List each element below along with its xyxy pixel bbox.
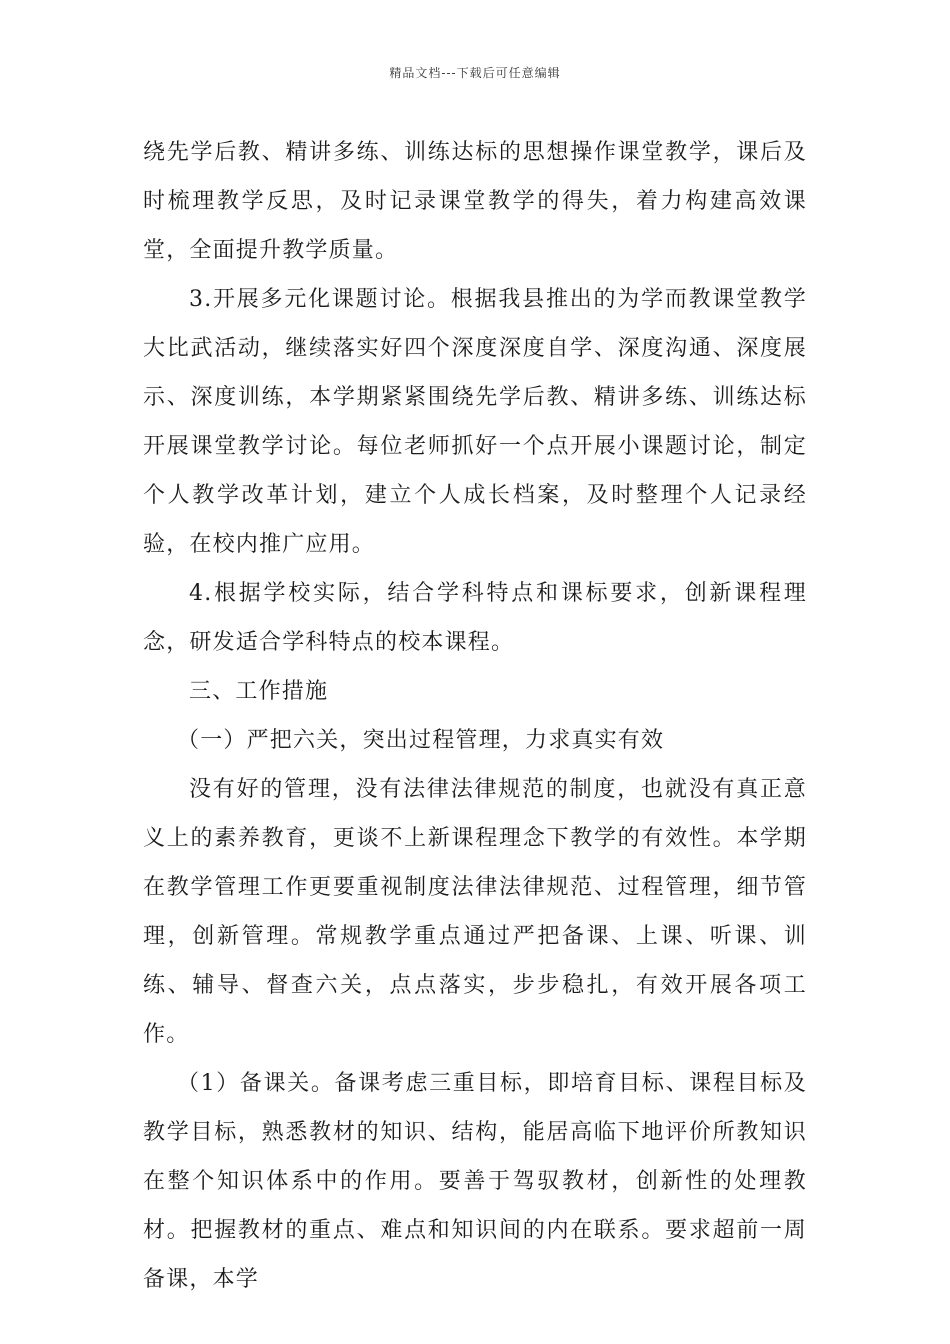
paragraph-item-4: 4.根据学校实际，结合学科特点和课标要求，创新课程理念，研发适合学科特点的校本课程。: [143, 581, 807, 655]
paragraph-management: 没有好的管理，没有法律法律规范的制度，也就没有真正意义上的素养教育，更谈不上新课程理念下教学的有效性。本学期在教学管理工作更要重视制度法律法律规范、过程管理，细节管理，创新管理。常规教学重点通过严把备课、上课、听课、训练、辅导、督查六关，点点落实，步步稳扎，有效开展各项工作。: [143, 777, 807, 1047]
paragraph-continued: 绕先学后教、精讲多练、训练达标的思想操作课堂教学，课后及时梳理教学反思，及时记录课堂教学的得失，着力构建高效课堂，全面提升教学质量。: [143, 140, 807, 263]
section-heading-measures: 三、工作措施: [189, 679, 329, 704]
paragraph-lesson-prep: （1）备课关。备课考虑三重目标，即培育目标、课程目标及教学目标，熟悉教材的知识、结构，能居高临下地评价所教知识在整个知识体系中的作用。要善于驾驭教材，创新性的处理教材。把握教材的重点、难点和知识间的内在联系。要求超前一周备课，本学: [143, 1071, 807, 1292]
subsection-heading-1: （一）严把六关，突出过程管理，力求真实有效: [177, 728, 665, 753]
page-header: 精品文档---下载后可任意编辑: [389, 66, 561, 80]
paragraph-item-3: 3.开展多元化课题讨论。根据我县推出的为学而教课堂教学大比武活动，继续落实好四个深度深度自学、深度沟通、深度展示、深度训练，本学期紧紧围绕先学后教、精讲多练、训练达标开展课堂教学讨论。每位老师抓好一个点开展小课题讨论，制定个人教学改革计划，建立个人成长档案，及时整理个人记录经验，在校内推广应用。: [143, 287, 807, 557]
document-body: [143, 128, 807, 1304]
